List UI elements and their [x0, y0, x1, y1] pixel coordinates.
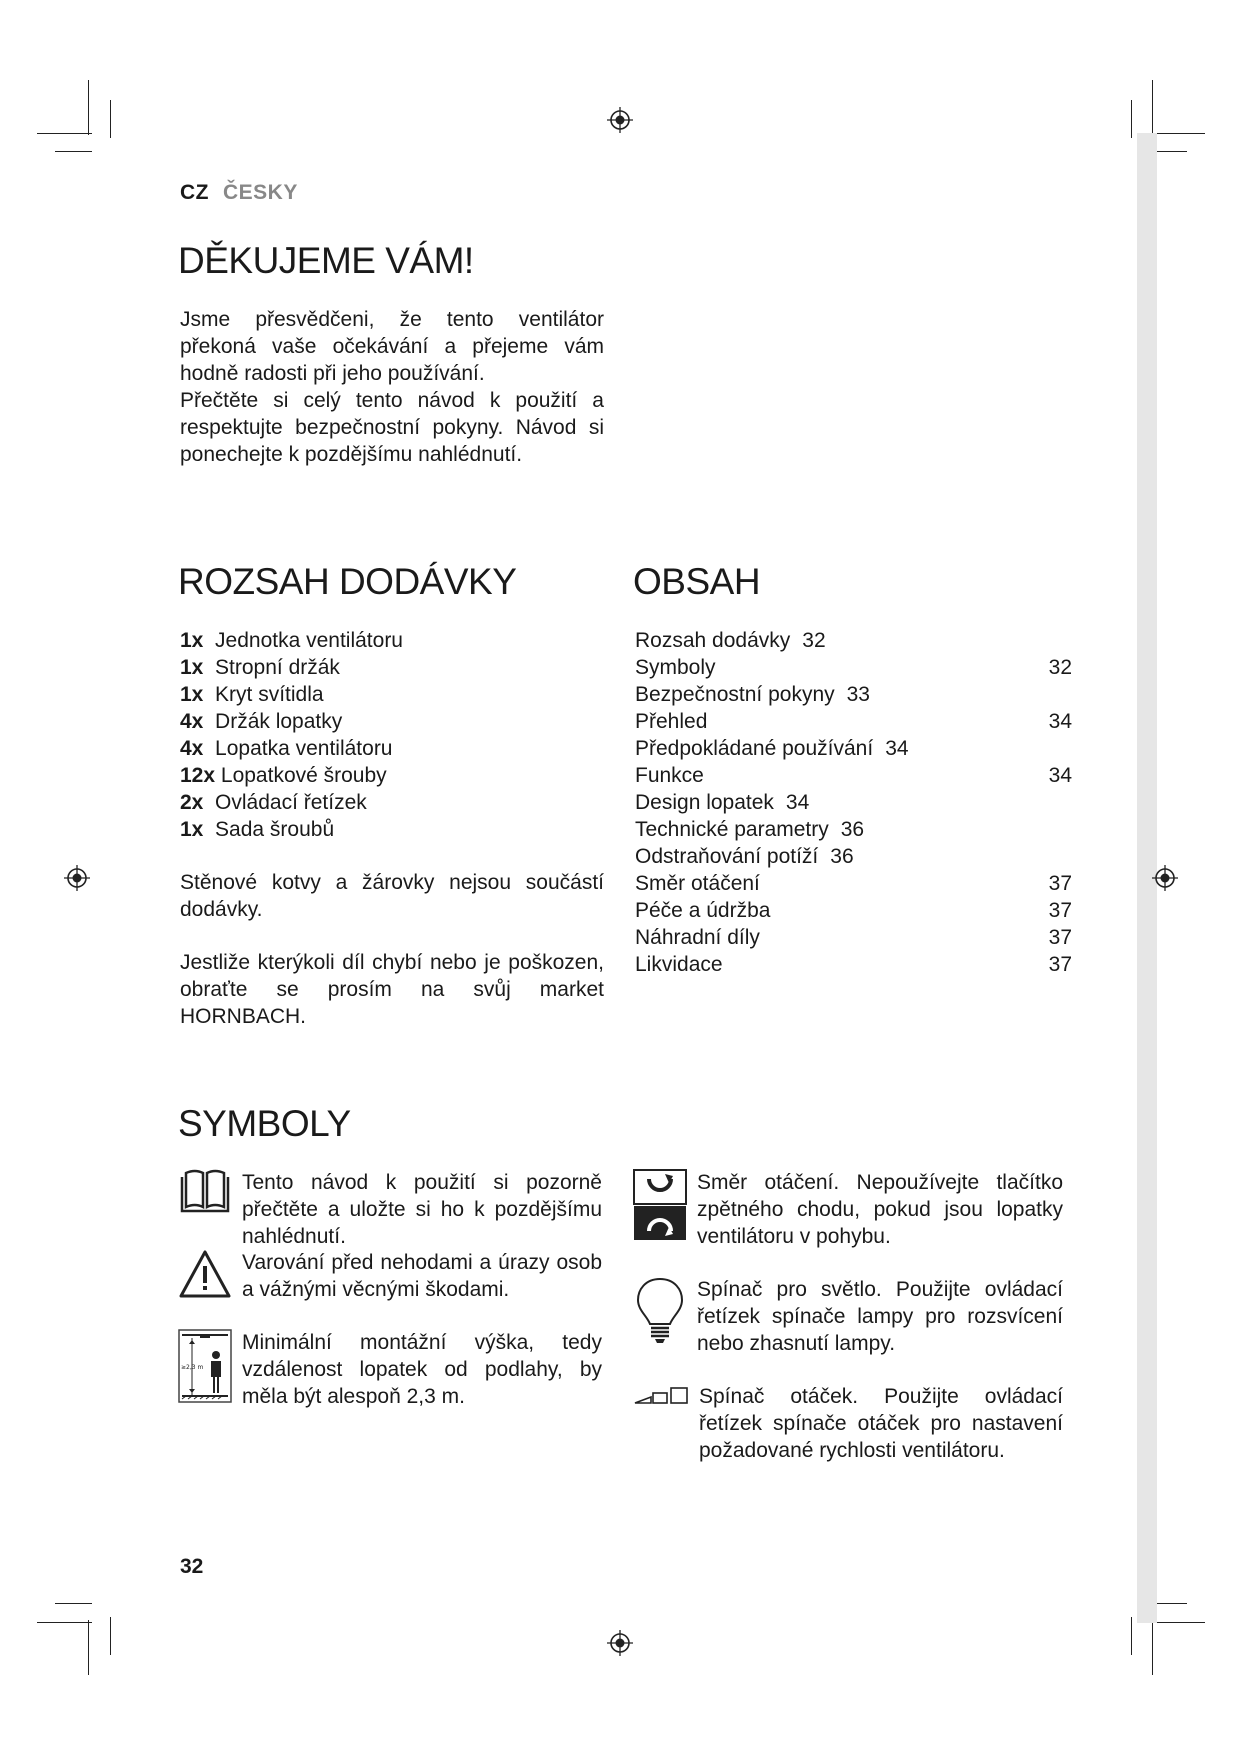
language-name: ČESKY — [223, 181, 298, 204]
toc-item-label: Symboly — [635, 656, 716, 679]
language-header — [180, 181, 298, 205]
open-book-icon — [178, 1169, 232, 1217]
thanks-paragraph-2: Přečtěte si celý tento návod k použití a respektujte bezpečnostní pokyny. Návod si ponechejte k pozdějšímu nahlédnutí. — [180, 389, 604, 466]
toc-item[interactable] — [635, 897, 1072, 924]
symbol-warning — [178, 1249, 606, 1303]
toc-item-page: 37 — [1048, 926, 1072, 949]
toc-item[interactable] — [635, 924, 1072, 951]
symbols-title: SYMBOLY — [178, 1103, 351, 1144]
symbol-warning-text: Varování před nehodami a úrazy osob a vážnými věcnými škodami. — [242, 1251, 602, 1301]
toc-item-page: 34 — [885, 737, 909, 760]
symbol-manual — [178, 1169, 606, 1250]
symbol-rotation-text: Směr otáčení. Nepoužívejte tlačítko zpětného chodu, pokud jsou lopatky ventilátoru v pohybu. — [697, 1171, 1063, 1248]
toc-item-page: 33 — [846, 683, 870, 706]
mounting-height-icon — [178, 1329, 232, 1403]
toc-item[interactable] — [635, 708, 1072, 735]
item-quantity: 1x — [180, 683, 204, 706]
item-label: Jednotka ventilátoru — [215, 629, 403, 652]
toc-item-page: 34 — [1048, 764, 1072, 787]
toc-title: OBSAH — [633, 561, 761, 602]
toc-item[interactable] — [635, 762, 1072, 789]
toc-item[interactable] — [635, 843, 1072, 870]
scope-note-missing: Jestliže kterýkoli díl chybí nebo je poškozen, obraťte se prosím na svůj market HORNBACH. — [180, 951, 604, 1028]
language-code: CZ — [180, 181, 209, 204]
registration-mark-icon — [1152, 865, 1178, 891]
toc-item[interactable] — [635, 627, 1072, 654]
item-quantity: 12x — [180, 764, 216, 787]
list-item — [180, 654, 403, 681]
item-quantity: 1x — [180, 629, 204, 652]
symbol-speed — [633, 1383, 1065, 1464]
list-item — [180, 816, 403, 843]
thanks-text — [180, 306, 604, 468]
toc-item-page: 34 — [785, 791, 810, 814]
toc-item[interactable] — [635, 654, 1072, 681]
toc-item-page: 32 — [1048, 656, 1072, 679]
scope-title: ROZSAH DODÁVKY — [178, 561, 517, 602]
toc-item-page: 37 — [1048, 899, 1072, 922]
toc-item-page: 36 — [840, 818, 865, 841]
item-label: Kryt svítidla — [215, 683, 324, 706]
item-label: Sada šroubů — [215, 818, 335, 841]
toc-item-label: Předpokládané používání — [635, 737, 874, 760]
toc-item-label: Náhradní díly — [635, 926, 760, 949]
toc-list — [635, 627, 1072, 978]
rotation-direction-icon — [633, 1169, 687, 1241]
toc-item[interactable] — [635, 816, 1072, 843]
item-quantity: 2x — [180, 791, 204, 814]
scope-list — [180, 627, 403, 843]
item-quantity: 1x — [180, 656, 204, 679]
list-item — [180, 762, 403, 789]
list-item — [180, 735, 403, 762]
toc-item[interactable] — [635, 951, 1072, 978]
toc-item-label: Design lopatek — [635, 791, 774, 814]
toc-item-label: Rozsah dodávky — [635, 629, 791, 652]
page-number: 32 — [180, 1555, 204, 1578]
toc-item[interactable] — [635, 789, 1072, 816]
mounting-height-label: ≥2,3 m — [181, 1364, 204, 1371]
item-quantity: 4x — [180, 737, 204, 760]
toc-item-page: 37 — [1048, 872, 1072, 895]
item-label: Stropní držák — [215, 656, 340, 679]
registration-mark-icon — [64, 865, 90, 891]
toc-item-page: 34 — [1048, 710, 1072, 733]
registration-mark-icon — [607, 107, 633, 133]
item-label: Lopatkové šrouby — [220, 764, 387, 787]
toc-item-label: Péče a údržba — [635, 899, 771, 922]
item-label: Lopatka ventilátoru — [215, 737, 393, 760]
item-label: Držák lopatky — [215, 710, 343, 733]
symbol-height — [178, 1329, 606, 1410]
warning-triangle-icon — [178, 1249, 232, 1299]
toc-item-label: Bezpečnostní pokyny — [635, 683, 835, 706]
toc-item-label: Likvidace — [635, 953, 723, 976]
toc-item-page: 32 — [802, 629, 826, 652]
list-item — [180, 627, 403, 654]
symbol-light — [633, 1276, 1065, 1357]
toc-item-label: Odstraňování potíží — [635, 845, 819, 868]
toc-item[interactable] — [635, 735, 1072, 762]
toc-item-page: 37 — [1048, 953, 1072, 976]
toc-item-label: Technické parametry — [635, 818, 829, 841]
item-quantity: 1x — [180, 818, 204, 841]
symbol-light-text: Spínač pro světlo. Použijte ovládací řetízek spínače lampy pro rozsvícení nebo zhasnutí lampy. — [697, 1278, 1063, 1355]
item-quantity: 4x — [180, 710, 204, 733]
toc-item-label: Směr otáčení — [635, 872, 760, 895]
symbol-manual-text: Tento návod k použití si pozorně přečtěte a uložte si ho k pozdějšímu nahlédnutí. — [242, 1171, 602, 1248]
toc-item[interactable] — [635, 681, 1072, 708]
list-item — [180, 789, 403, 816]
toc-item[interactable] — [635, 870, 1072, 897]
symbol-rotation — [633, 1169, 1065, 1250]
toc-item-label: Přehled — [635, 710, 708, 733]
thanks-title: DĚKUJEME VÁM! — [178, 240, 474, 281]
toc-item-label: Funkce — [635, 764, 704, 787]
thanks-paragraph-1: Jsme přesvědčeni, že tento ventilátor překoná vaše očekávání a přejeme vám hodně radosti při jeho používání. — [180, 308, 604, 385]
light-bulb-icon — [633, 1276, 687, 1346]
speed-switch-icon — [633, 1383, 689, 1407]
registration-mark-icon — [607, 1630, 633, 1656]
item-label: Ovládací řetízek — [215, 791, 367, 814]
symbol-speed-text: Spínač otáček. Použijte ovládací řetízek spínače otáček pro nastavení požadované rychlosti ventilátoru. — [699, 1385, 1063, 1462]
symbol-height-text: Minimální montážní výška, tedy vzdálenost lopatek od podlahy, by měla být alespoň 2,3 m. — [242, 1331, 602, 1408]
list-item — [180, 681, 403, 708]
list-item — [180, 708, 403, 735]
toc-item-page: 36 — [830, 845, 854, 868]
scope-note-anchors: Stěnové kotvy a žárovky nejsou součástí dodávky. — [180, 871, 604, 921]
